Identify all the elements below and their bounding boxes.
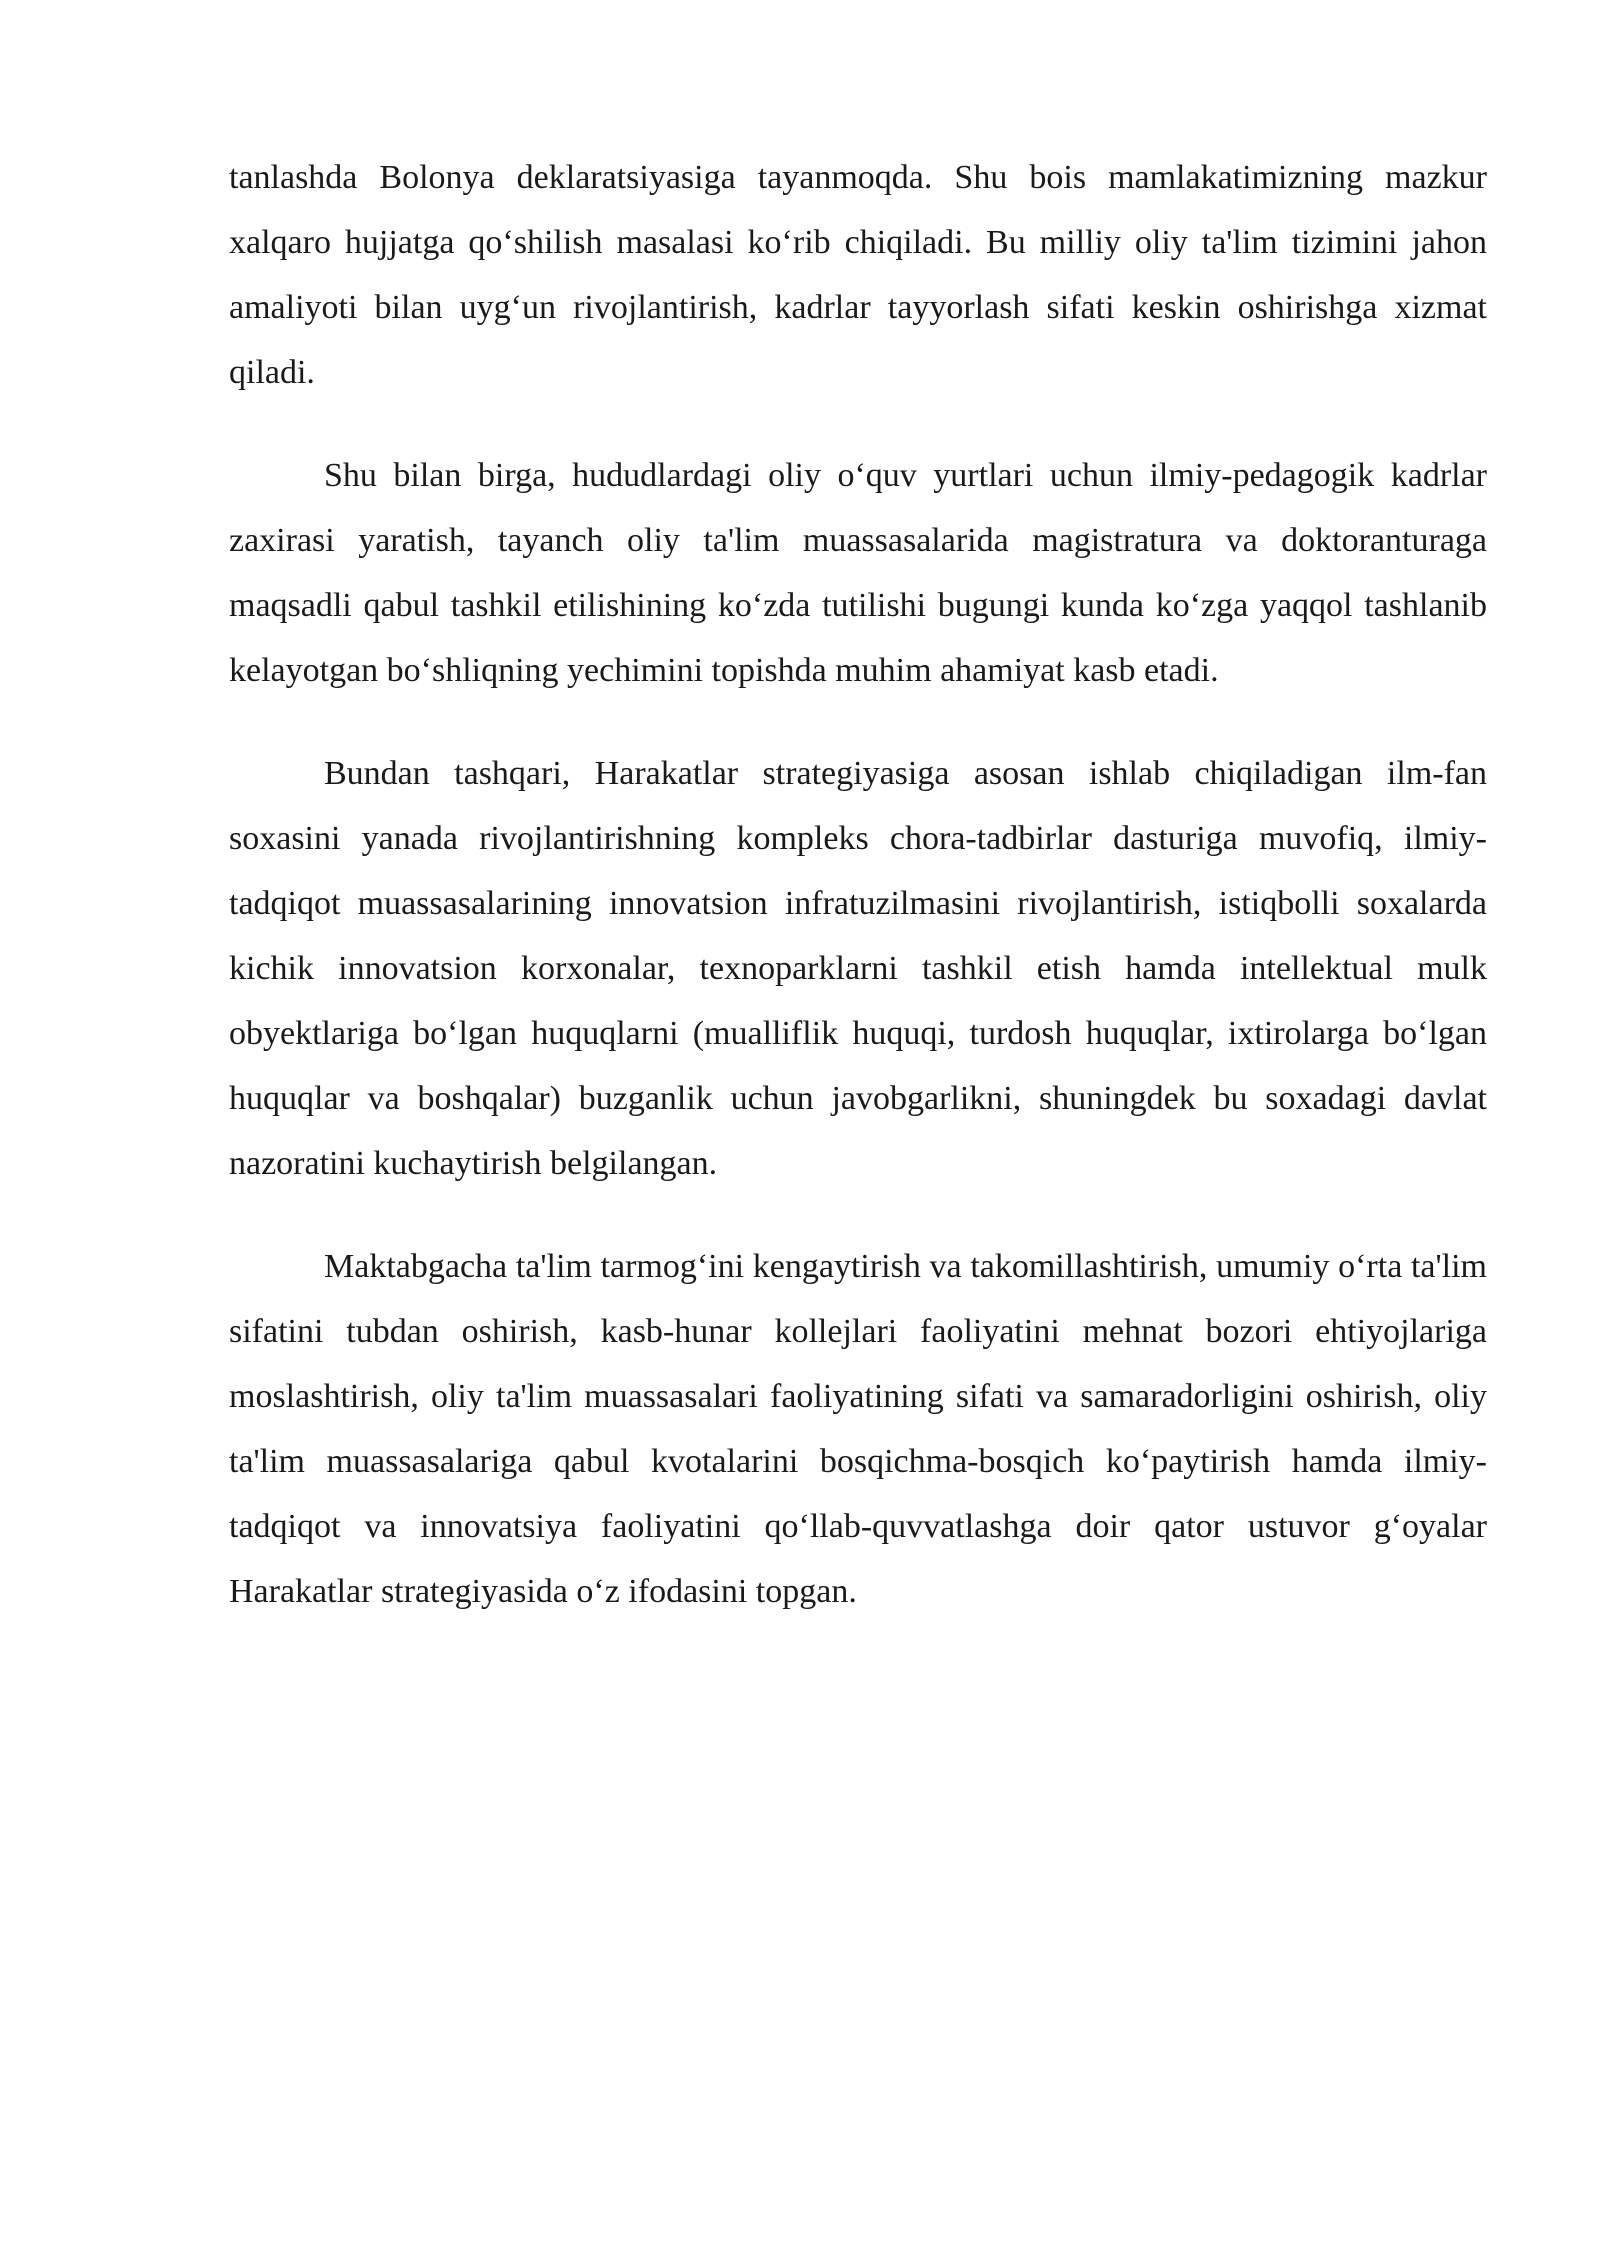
- paragraph: Bundan tashqari, Harakatlar strategiyasiga asosan ishlab chiqiladigan ilm-fan soxasini yanada rivojlantirishning kompleks chora-tadbirlar dasturiga muvofiq, ilmiy-tadqiqot muassasalarining innovatsion infratuzilmasini rivojlantirish, istiqbolli soxalarda kichik innovatsion korxonalar, texnoparklarni tashkil etish hamda intellektual mulk obyektlariga bo‘lgan huquqlarni (mualliflik huquqi, turdosh huquqlar, ixtirolarga bo‘lgan huquqlar va boshqalar) buzganlik uchun javobgarlikni, shuningdek bu soxadagi davlat nazoratini kuchaytirish belgilangan.: [229, 755, 1487, 1182]
- paragraph: Shu bilan birga, hududlardagi oliy o‘quv yurtlari uchun ilmiy-pedagogik kadrlar zaxirasi yaratish, tayanch oliy ta'lim muassasalarida magistratura va doktoranturaga maqsadli qabul tashkil etilishining ko‘zda tutilishi bugungi kunda ko‘zga yaqqol tashlanib kelayotgan bo‘shliqning yechimini topishda muhim ahamiyat kasb etadi.: [229, 457, 1487, 689]
- paragraph: Maktabgacha ta'lim tarmog‘ini kengaytirish va takomillashtirish, umumiy o‘rta ta'lim sifatini tubdan oshirish, kasb-hunar kollejlari faoliyatini mehnat bozori ehtiyojlariga moslashtirish, oliy ta'lim muassasalari faoliyatining sifati va samaradorligini oshirish, oliy ta'lim muassasalariga qabul kvotalarini bosqichma-bosqich ko‘paytirish hamda ilmiy-tadqiqot va innovatsiya faoliyatini qo‘llab-quvvatlashga doir qator ustuvor g‘oyalar Harakatlar strategiyasida o‘z ifodasini topgan.: [229, 1248, 1487, 1610]
- paragraph-continuation: tanlashda Bolonya deklaratsiyasiga tayanmoqda. Shu bois mamlakatimizning mazkur xalqaro hujjatga qo‘shilish masalasi ko‘rib chiqiladi. Bu milliy oliy ta'lim tizimini jahon amaliyoti bilan uyg‘un rivojlantirish, kadrlar tayyorlash sifati keskin oshirishga xizmat qiladi.: [229, 159, 1487, 391]
- document-body: [229, 145, 1487, 1662]
